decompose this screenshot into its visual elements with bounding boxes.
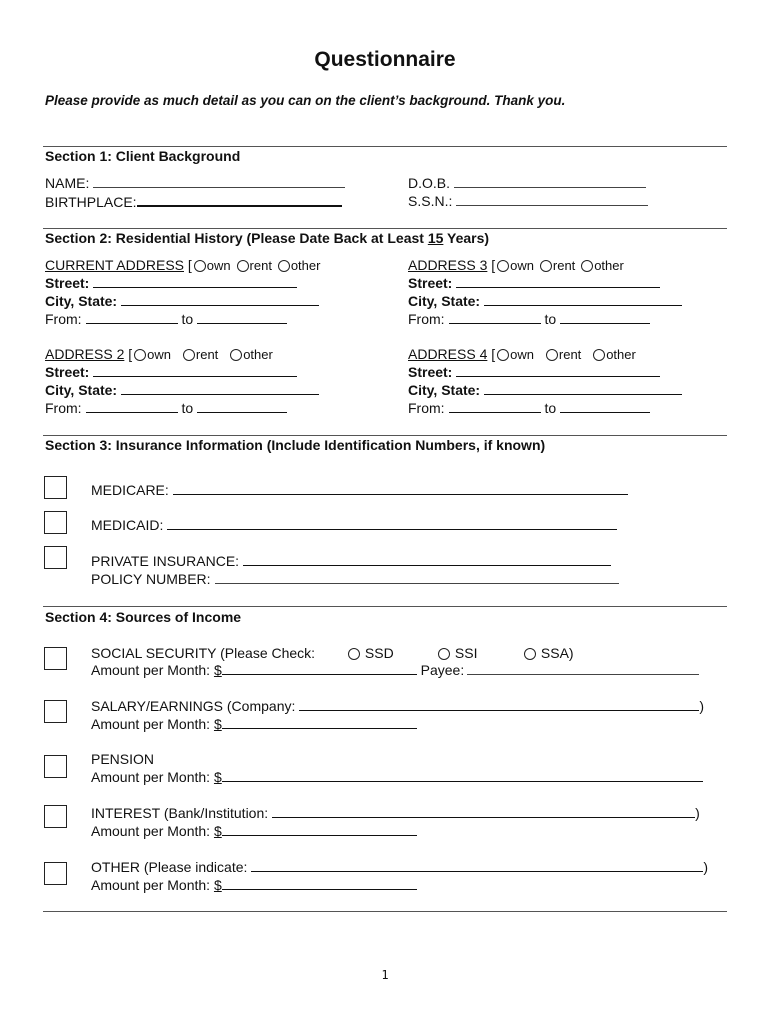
amount-field[interactable] [222,769,703,782]
medicare-field[interactable] [173,482,628,495]
salary-row: SALARY/EARNINGS (Company: ) [91,698,705,714]
to-field[interactable] [560,311,650,324]
pension-checkbox[interactable] [44,755,67,778]
section-3-heading: Section 3: Insurance Information (Include Identification Numbers, if known) [45,437,546,453]
section-divider [43,228,727,229]
medicare-row: MEDICARE: [91,482,628,498]
rent-radio[interactable] [540,260,552,272]
own-radio[interactable] [497,260,509,272]
company-field[interactable] [299,698,699,711]
pension-label: PENSION [91,751,155,767]
city-state-field[interactable] [121,382,319,395]
other-radio[interactable] [593,349,605,361]
street-field[interactable] [93,364,297,377]
dob-field[interactable] [454,175,646,188]
section-divider [43,435,727,436]
other-income-row: OTHER (Please indicate: ) [91,859,709,875]
birthplace-field[interactable] [137,193,342,207]
amount-field[interactable] [222,662,417,675]
address-2-dates-row: From: to [45,400,287,416]
address-2-city-row: City, State: [45,382,319,398]
private-insurance-field[interactable] [243,553,611,566]
social-security-checkbox[interactable] [44,647,67,670]
name-label: NAME: [45,175,90,191]
birthplace-row [45,193,342,210]
social-security-row: SOCIAL SECURITY (Please Check: [91,645,316,661]
section-divider [43,146,727,147]
interest-amount-row: Amount per Month: $ [91,823,417,839]
page-title: Questionnaire [314,48,456,71]
page-number: 1 [381,968,389,982]
other-income-field[interactable] [251,859,703,872]
city-state-field[interactable] [484,293,682,306]
to-field[interactable] [197,400,287,413]
current-street-row: Street: [45,275,297,291]
section-divider [43,911,727,912]
address-3-street-row: Street: [408,275,660,291]
private-insurance-checkbox[interactable] [44,546,67,569]
ssi-option: SSI [436,645,477,661]
from-field[interactable] [86,400,178,413]
name-field[interactable] [93,175,345,188]
address-3-city-row: City, State: [408,293,682,309]
own-radio[interactable] [497,349,509,361]
salary-checkbox[interactable] [44,700,67,723]
address-4-city-row: City, State: [408,382,682,398]
instructions-text: Please provide as much detail as you can on the client’s background. Thank you. [45,93,566,108]
address-3-header: ADDRESS 3 [ own rent other [408,257,624,273]
years-value: 15 [427,230,444,246]
address-2-street-row: Street: [45,364,297,380]
other-income-checkbox[interactable] [44,862,67,885]
dob-row [408,175,646,191]
city-state-field[interactable] [484,382,682,395]
from-field[interactable] [449,400,541,413]
rent-radio[interactable] [183,349,195,361]
address-2-header: ADDRESS 2 [ own rent other [45,346,273,362]
current-address-label: CURRENT ADDRESS [45,257,184,273]
street-field[interactable] [456,364,660,377]
medicaid-field[interactable] [167,517,617,530]
address-2-label: ADDRESS 2 [45,346,125,362]
from-field[interactable] [449,311,541,324]
policy-number-row: POLICY NUMBER: [91,571,619,587]
other-radio[interactable] [278,260,290,272]
address-3-dates-row: From: to [408,311,650,327]
ssi-radio[interactable] [438,648,450,660]
interest-row: INTEREST (Bank/Institution: ) [91,805,700,821]
own-radio[interactable] [194,260,206,272]
ssd-radio[interactable] [348,648,360,660]
medicaid-checkbox[interactable] [44,511,67,534]
ssa-radio[interactable] [524,648,536,660]
to-field[interactable] [197,311,287,324]
amount-field[interactable] [222,716,417,729]
section-1-heading: Section 1: Client Background [45,148,241,164]
own-radio[interactable] [134,349,146,361]
address-3-label: ADDRESS 3 [408,257,488,273]
amount-field[interactable] [222,823,417,836]
other-amount-row: Amount per Month: $ [91,877,417,893]
rent-radio[interactable] [237,260,249,272]
address-4-dates-row: From: to [408,400,650,416]
current-dates-row: From: to [45,311,287,327]
ssn-row [408,193,648,209]
name-row [45,175,345,191]
ssa-option: SSA) [522,645,574,661]
ss-amount-row: Amount per Month: $ Payee: [91,662,699,678]
payee-field[interactable] [467,662,699,675]
amount-field[interactable] [222,877,417,890]
section-4-heading: Section 4: Sources of Income [45,609,242,625]
ssd-option: SSD [346,645,394,661]
pension-amount-row: Amount per Month: $ [91,769,703,785]
institution-field[interactable] [272,805,695,818]
policy-number-field[interactable] [215,571,619,584]
address-4-header: ADDRESS 4 [ own rent other [408,346,636,362]
interest-checkbox[interactable] [44,805,67,828]
current-address-header: CURRENT ADDRESS [ own rent other [45,257,321,273]
city-state-field[interactable] [121,293,319,306]
section-2-heading: Section 2: Residential History (Please Date Back at Least 15 Years) [45,230,490,246]
salary-amount-row: Amount per Month: $ [91,716,417,732]
birthplace-label: BIRTHPLACE: [45,194,137,210]
medicaid-row: MEDICAID: [91,517,617,533]
street-field[interactable] [456,275,660,288]
ssn-label: S.S.N.: [408,193,453,209]
medicare-checkbox[interactable] [44,476,67,499]
street-field[interactable] [93,275,297,288]
ssn-field[interactable] [456,193,648,206]
address-4-street-row: Street: [408,364,660,380]
address-4-label: ADDRESS 4 [408,346,488,362]
other-radio[interactable] [230,349,242,361]
to-field[interactable] [560,400,650,413]
from-field[interactable] [86,311,178,324]
section-divider [43,606,727,607]
current-city-row: City, State: [45,293,319,309]
other-radio[interactable] [581,260,593,272]
private-insurance-row: PRIVATE INSURANCE: [91,553,611,569]
rent-radio[interactable] [546,349,558,361]
dob-label: D.O.B. [408,175,451,191]
